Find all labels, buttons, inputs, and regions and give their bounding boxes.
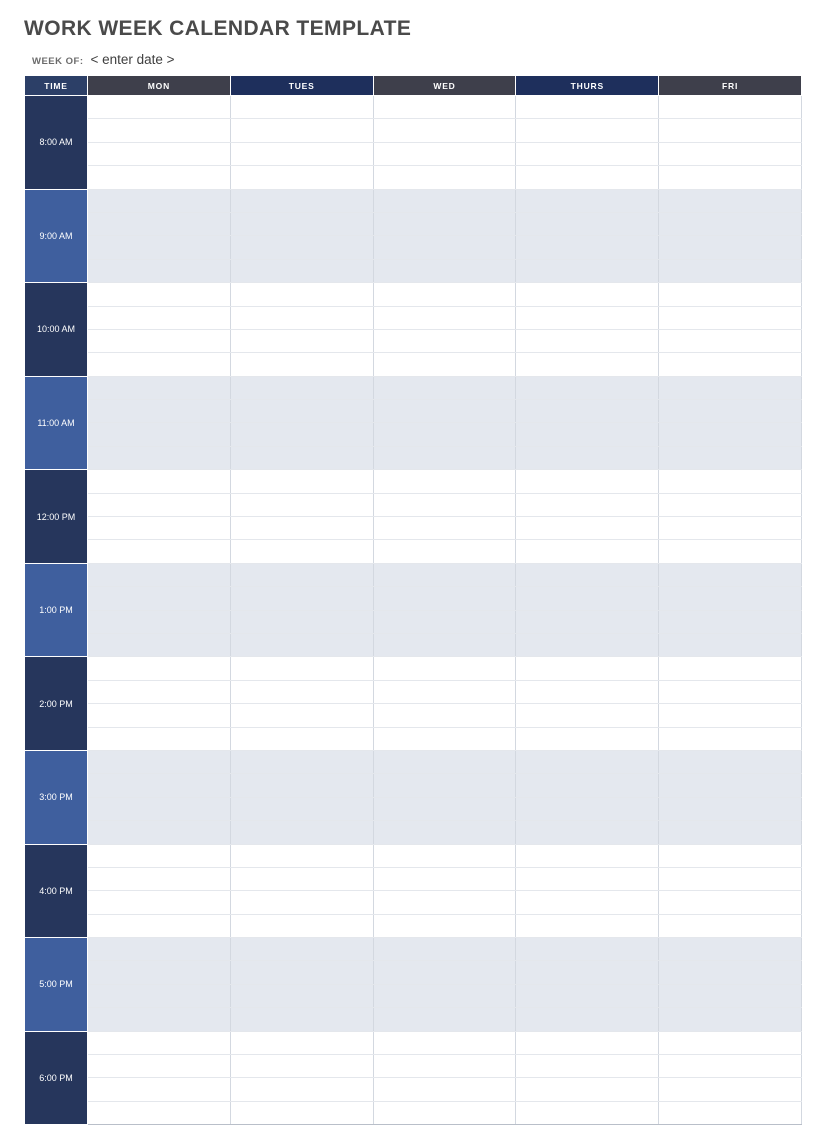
calendar-slot[interactable]	[373, 306, 516, 329]
calendar-slot[interactable]	[230, 657, 373, 680]
calendar-slot[interactable]	[230, 633, 373, 656]
calendar-row	[25, 821, 802, 844]
calendar-slot[interactable]	[659, 657, 802, 680]
calendar-slot[interactable]	[659, 821, 802, 844]
calendar-slot[interactable]	[88, 821, 231, 844]
calendar-slot[interactable]	[230, 166, 373, 189]
calendar-slot[interactable]	[516, 657, 659, 680]
calendar-slot[interactable]	[88, 142, 231, 165]
calendar-slot[interactable]	[373, 470, 516, 493]
calendar-slot[interactable]	[88, 446, 231, 469]
calendar-slot[interactable]	[516, 306, 659, 329]
calendar-slot[interactable]	[659, 961, 802, 984]
calendar-slot[interactable]	[88, 938, 231, 961]
calendar-slot[interactable]	[659, 984, 802, 1007]
calendar-slot[interactable]	[88, 610, 231, 633]
calendar-row	[25, 283, 802, 306]
calendar-slot[interactable]	[88, 540, 231, 563]
calendar-slot[interactable]	[230, 329, 373, 352]
calendar-slot[interactable]	[659, 259, 802, 282]
calendar-row	[25, 189, 802, 212]
calendar-slot[interactable]	[516, 867, 659, 890]
calendar-slot[interactable]	[88, 400, 231, 423]
calendar-slot[interactable]	[88, 844, 231, 867]
calendar-slot[interactable]	[373, 844, 516, 867]
calendar-slot[interactable]	[88, 470, 231, 493]
calendar-slot[interactable]	[659, 563, 802, 586]
calendar-slot[interactable]	[230, 283, 373, 306]
calendar-slot[interactable]	[230, 821, 373, 844]
calendar-slot[interactable]	[88, 212, 231, 235]
time-label-cell: 10:00 AM	[25, 283, 88, 377]
calendar-slot[interactable]	[659, 1101, 802, 1124]
calendar-slot[interactable]	[88, 633, 231, 656]
calendar-slot[interactable]	[516, 821, 659, 844]
calendar-slot[interactable]	[659, 704, 802, 727]
calendar-row	[25, 938, 802, 961]
calendar-slot[interactable]	[230, 1031, 373, 1054]
calendar-row	[25, 142, 802, 165]
calendar-row	[25, 1101, 802, 1124]
calendar-slot[interactable]	[659, 587, 802, 610]
time-label-cell: 12:00 PM	[25, 470, 88, 564]
calendar-slot[interactable]	[659, 96, 802, 119]
calendar-slot[interactable]	[373, 1055, 516, 1078]
calendar-slot[interactable]	[373, 400, 516, 423]
column-header-day: TUES	[230, 76, 373, 96]
calendar-slot[interactable]	[230, 914, 373, 937]
calendar-slot[interactable]	[659, 1031, 802, 1054]
calendar-row	[25, 1008, 802, 1031]
calendar-slot[interactable]	[230, 259, 373, 282]
calendar-slot[interactable]	[516, 938, 659, 961]
calendar-slot[interactable]	[373, 166, 516, 189]
calendar-row	[25, 212, 802, 235]
calendar-row	[25, 470, 802, 493]
calendar-slot[interactable]	[516, 727, 659, 750]
calendar-slot[interactable]	[659, 891, 802, 914]
calendar-slot[interactable]	[373, 821, 516, 844]
calendar-slot[interactable]	[516, 797, 659, 820]
calendar-slot[interactable]	[88, 563, 231, 586]
calendar-slot[interactable]	[659, 750, 802, 773]
calendar-slot[interactable]	[88, 353, 231, 376]
week-of-value[interactable]: < enter date >	[90, 52, 175, 67]
calendar-slot[interactable]	[373, 891, 516, 914]
calendar-slot[interactable]	[373, 1031, 516, 1054]
calendar-slot[interactable]	[88, 961, 231, 984]
calendar-row	[25, 119, 802, 142]
calendar-slot[interactable]	[516, 236, 659, 259]
calendar-slot[interactable]	[373, 938, 516, 961]
calendar-slot[interactable]	[88, 376, 231, 399]
calendar-slot[interactable]	[230, 610, 373, 633]
time-label-cell: 1:00 PM	[25, 563, 88, 657]
calendar-slot[interactable]	[659, 938, 802, 961]
calendar-row	[25, 750, 802, 773]
calendar-slot[interactable]	[88, 189, 231, 212]
calendar-slot[interactable]	[373, 236, 516, 259]
calendar-slot[interactable]	[88, 259, 231, 282]
calendar-row	[25, 633, 802, 656]
calendar-row	[25, 329, 802, 352]
calendar-slot[interactable]	[230, 938, 373, 961]
calendar-slot[interactable]	[88, 587, 231, 610]
calendar-slot[interactable]	[230, 774, 373, 797]
calendar-slot[interactable]	[88, 517, 231, 540]
calendar-row	[25, 376, 802, 399]
time-label-cell: 4:00 PM	[25, 844, 88, 938]
calendar-slot[interactable]	[659, 353, 802, 376]
time-label-cell: 9:00 AM	[25, 189, 88, 283]
calendar-slot[interactable]	[88, 984, 231, 1007]
calendar-slot[interactable]	[659, 540, 802, 563]
calendar-slot[interactable]	[230, 189, 373, 212]
calendar-row	[25, 891, 802, 914]
calendar-slot[interactable]	[88, 680, 231, 703]
calendar-slot[interactable]	[230, 540, 373, 563]
calendar-slot[interactable]	[516, 563, 659, 586]
calendar-slot[interactable]	[659, 189, 802, 212]
calendar-slot[interactable]	[516, 774, 659, 797]
calendar-row	[25, 540, 802, 563]
calendar-slot[interactable]	[516, 142, 659, 165]
calendar-slot[interactable]	[659, 166, 802, 189]
calendar-slot[interactable]	[516, 984, 659, 1007]
calendar-row	[25, 446, 802, 469]
calendar-slot[interactable]	[88, 119, 231, 142]
calendar-slot[interactable]	[373, 610, 516, 633]
calendar-slot[interactable]	[88, 914, 231, 937]
calendar-slot[interactable]	[659, 797, 802, 820]
calendar-slot[interactable]	[88, 96, 231, 119]
calendar-slot[interactable]	[88, 774, 231, 797]
calendar-row	[25, 1055, 802, 1078]
calendar-slot[interactable]	[516, 517, 659, 540]
calendar-row	[25, 727, 802, 750]
calendar-row	[25, 704, 802, 727]
calendar-slot[interactable]	[88, 891, 231, 914]
time-label-cell: 8:00 AM	[25, 96, 88, 190]
calendar-slot[interactable]	[516, 283, 659, 306]
calendar-slot[interactable]	[88, 1008, 231, 1031]
calendar-slot[interactable]	[659, 283, 802, 306]
calendar-row	[25, 493, 802, 516]
calendar-slot[interactable]	[659, 633, 802, 656]
calendar-slot[interactable]	[659, 680, 802, 703]
calendar-row	[25, 867, 802, 890]
column-header-day: MON	[88, 76, 231, 96]
calendar-slot[interactable]	[659, 610, 802, 633]
calendar-slot[interactable]	[659, 376, 802, 399]
calendar-slot[interactable]	[88, 283, 231, 306]
calendar-slot[interactable]	[659, 470, 802, 493]
calendar-slot[interactable]	[230, 680, 373, 703]
calendar-row	[25, 657, 802, 680]
calendar-row	[25, 306, 802, 329]
calendar-slot[interactable]	[373, 587, 516, 610]
calendar-slot[interactable]	[373, 680, 516, 703]
calendar-slot[interactable]	[230, 867, 373, 890]
calendar-slot[interactable]	[659, 1008, 802, 1031]
calendar-slot[interactable]	[373, 329, 516, 352]
calendar-slot[interactable]	[373, 867, 516, 890]
calendar-slot[interactable]	[88, 750, 231, 773]
calendar-slot[interactable]	[373, 119, 516, 142]
calendar-row	[25, 96, 802, 119]
calendar-slot[interactable]	[230, 493, 373, 516]
calendar-slot[interactable]	[373, 1008, 516, 1031]
calendar-slot[interactable]	[516, 166, 659, 189]
calendar-slot[interactable]	[659, 867, 802, 890]
week-of-label: WEEK OF:	[32, 56, 84, 67]
calendar-row	[25, 1078, 802, 1101]
calendar-slot[interactable]	[516, 96, 659, 119]
calendar-row	[25, 680, 802, 703]
calendar-row	[25, 774, 802, 797]
calendar-row	[25, 166, 802, 189]
calendar-slot[interactable]	[516, 329, 659, 352]
calendar-slot[interactable]	[230, 1078, 373, 1101]
calendar-row	[25, 1031, 802, 1054]
calendar-slot[interactable]	[373, 353, 516, 376]
calendar-row	[25, 236, 802, 259]
calendar-row	[25, 353, 802, 376]
calendar-slot[interactable]	[373, 423, 516, 446]
calendar-slot[interactable]	[659, 329, 802, 352]
calendar-slot[interactable]	[230, 727, 373, 750]
calendar-slot[interactable]	[88, 1055, 231, 1078]
calendar-slot[interactable]	[516, 493, 659, 516]
calendar-slot[interactable]	[230, 1055, 373, 1078]
calendar-row	[25, 610, 802, 633]
calendar-slot[interactable]	[516, 376, 659, 399]
calendar-slot[interactable]	[516, 914, 659, 937]
calendar-slot[interactable]	[88, 306, 231, 329]
calendar-slot[interactable]	[230, 470, 373, 493]
calendar-slot[interactable]	[516, 587, 659, 610]
calendar-slot[interactable]	[516, 961, 659, 984]
calendar-slot[interactable]	[373, 212, 516, 235]
calendar-slot[interactable]	[516, 633, 659, 656]
column-header-day: FRI	[659, 76, 802, 96]
calendar-row	[25, 259, 802, 282]
calendar-slot[interactable]	[88, 727, 231, 750]
calendar-slot[interactable]	[230, 119, 373, 142]
calendar-slot[interactable]	[230, 961, 373, 984]
calendar-slot[interactable]	[230, 891, 373, 914]
calendar-slot[interactable]	[516, 1008, 659, 1031]
calendar-slot[interactable]	[516, 1055, 659, 1078]
calendar-slot[interactable]	[516, 750, 659, 773]
column-header-time: TIME	[25, 76, 88, 96]
calendar-slot[interactable]	[659, 1078, 802, 1101]
calendar-slot[interactable]	[659, 142, 802, 165]
calendar-slot[interactable]	[88, 657, 231, 680]
calendar-slot[interactable]	[230, 1101, 373, 1124]
calendar-slot[interactable]	[516, 212, 659, 235]
calendar-slot[interactable]	[230, 797, 373, 820]
calendar-slot[interactable]	[659, 423, 802, 446]
calendar-slot[interactable]	[230, 236, 373, 259]
calendar-slot[interactable]	[516, 423, 659, 446]
time-label-cell: 3:00 PM	[25, 750, 88, 844]
calendar-row	[25, 914, 802, 937]
calendar-slot[interactable]	[373, 283, 516, 306]
calendar-slot[interactable]	[88, 166, 231, 189]
calendar-slot[interactable]	[373, 446, 516, 469]
calendar-slot[interactable]	[88, 236, 231, 259]
calendar-slot[interactable]	[88, 493, 231, 516]
calendar-slot[interactable]	[659, 400, 802, 423]
calendar-slot[interactable]	[659, 774, 802, 797]
calendar-slot[interactable]	[659, 446, 802, 469]
calendar-slot[interactable]	[230, 96, 373, 119]
calendar-slot[interactable]	[88, 1031, 231, 1054]
calendar-row	[25, 563, 802, 586]
time-label-cell: 11:00 AM	[25, 376, 88, 470]
calendar-row	[25, 797, 802, 820]
calendar-slot[interactable]	[516, 259, 659, 282]
calendar-slot[interactable]	[516, 1031, 659, 1054]
calendar-slot[interactable]	[373, 961, 516, 984]
calendar-slot[interactable]	[516, 119, 659, 142]
calendar-slot[interactable]	[373, 1078, 516, 1101]
calendar-slot[interactable]	[659, 727, 802, 750]
calendar-slot[interactable]	[516, 1101, 659, 1124]
calendar-slot[interactable]	[516, 891, 659, 914]
calendar-row	[25, 961, 802, 984]
calendar-slot[interactable]	[230, 517, 373, 540]
calendar-slot[interactable]	[373, 984, 516, 1007]
calendar-slot[interactable]	[88, 797, 231, 820]
calendar-slot[interactable]	[659, 236, 802, 259]
calendar-slot[interactable]	[659, 517, 802, 540]
calendar-slot[interactable]	[230, 400, 373, 423]
time-label-cell: 5:00 PM	[25, 938, 88, 1032]
calendar-row	[25, 844, 802, 867]
week-of-row	[32, 52, 795, 67]
calendar-slot[interactable]	[373, 142, 516, 165]
time-label-cell: 2:00 PM	[25, 657, 88, 751]
calendar-slot[interactable]	[373, 189, 516, 212]
calendar-slot[interactable]	[373, 633, 516, 656]
calendar-slot[interactable]	[516, 844, 659, 867]
calendar-slot[interactable]	[373, 259, 516, 282]
calendar-slot[interactable]	[230, 423, 373, 446]
calendar-slot[interactable]	[659, 914, 802, 937]
calendar-slot[interactable]	[659, 844, 802, 867]
calendar-slot[interactable]	[230, 376, 373, 399]
calendar-slot[interactable]	[373, 1101, 516, 1124]
calendar-row	[25, 400, 802, 423]
calendar-row	[25, 423, 802, 446]
calendar-slot[interactable]	[659, 493, 802, 516]
calendar-slot[interactable]	[516, 680, 659, 703]
calendar-slot[interactable]	[516, 353, 659, 376]
calendar-slot[interactable]	[373, 517, 516, 540]
calendar-row	[25, 587, 802, 610]
calendar-slot[interactable]	[659, 119, 802, 142]
calendar-slot[interactable]	[88, 329, 231, 352]
calendar-slot[interactable]	[230, 750, 373, 773]
calendar-slot[interactable]	[230, 142, 373, 165]
time-label-cell: 6:00 PM	[25, 1031, 88, 1125]
calendar-header-row	[25, 76, 802, 96]
calendar-row	[25, 517, 802, 540]
calendar-slot[interactable]	[230, 446, 373, 469]
calendar-slot[interactable]	[373, 774, 516, 797]
calendar-slot[interactable]	[516, 470, 659, 493]
calendar-slot[interactable]	[230, 306, 373, 329]
calendar-slot[interactable]	[88, 1078, 231, 1101]
calendar-slot[interactable]	[516, 1078, 659, 1101]
calendar-slot[interactable]	[230, 563, 373, 586]
calendar-slot[interactable]	[230, 1008, 373, 1031]
calendar-body	[25, 96, 802, 1125]
column-header-day: THURS	[516, 76, 659, 96]
calendar-slot[interactable]	[516, 400, 659, 423]
calendar-slot[interactable]	[373, 657, 516, 680]
calendar-slot[interactable]	[516, 189, 659, 212]
calendar-slot[interactable]	[516, 540, 659, 563]
calendar-slot[interactable]	[373, 914, 516, 937]
calendar-slot[interactable]	[88, 867, 231, 890]
calendar-slot[interactable]	[230, 212, 373, 235]
calendar-slot[interactable]	[230, 353, 373, 376]
calendar-slot[interactable]	[230, 587, 373, 610]
calendar-slot[interactable]	[230, 704, 373, 727]
calendar-slot[interactable]	[373, 750, 516, 773]
calendar-slot[interactable]	[373, 704, 516, 727]
calendar-slot[interactable]	[230, 844, 373, 867]
calendar-slot[interactable]	[659, 1055, 802, 1078]
calendar-table	[24, 75, 802, 1125]
calendar-page	[0, 16, 819, 1130]
calendar-slot[interactable]	[373, 563, 516, 586]
calendar-slot[interactable]	[373, 493, 516, 516]
calendar-slot[interactable]	[373, 376, 516, 399]
calendar-slot[interactable]	[88, 704, 231, 727]
page-title: WORK WEEK CALENDAR TEMPLATE	[24, 17, 412, 40]
calendar-slot[interactable]	[516, 610, 659, 633]
calendar-slot[interactable]	[516, 704, 659, 727]
calendar-slot[interactable]	[373, 797, 516, 820]
calendar-slot[interactable]	[88, 423, 231, 446]
calendar-slot[interactable]	[88, 1101, 231, 1124]
calendar-slot[interactable]	[659, 212, 802, 235]
column-header-day: WED	[373, 76, 516, 96]
calendar-slot[interactable]	[230, 984, 373, 1007]
calendar-slot[interactable]	[373, 96, 516, 119]
calendar-slot[interactable]	[373, 540, 516, 563]
calendar-slot[interactable]	[516, 446, 659, 469]
calendar-slot[interactable]	[659, 306, 802, 329]
calendar-slot[interactable]	[373, 727, 516, 750]
calendar-row	[25, 984, 802, 1007]
